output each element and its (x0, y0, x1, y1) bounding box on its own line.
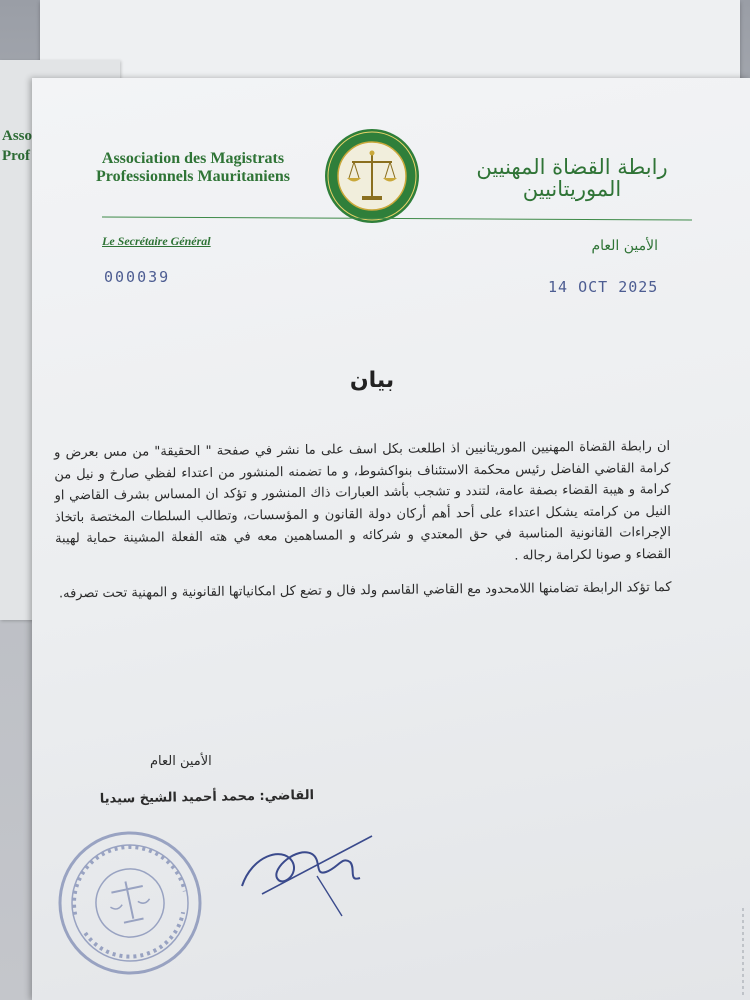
org-name-arabic-line1: رابطة القضاة المهنيين (476, 155, 668, 179)
handwritten-signature (222, 816, 392, 926)
org-name-french (88, 150, 298, 186)
back-sheet-text-line1: Asso (2, 128, 33, 144)
back-sheet-text-line2: Prof (2, 148, 31, 164)
official-seal-stamp (50, 823, 210, 983)
statement-heading: بيان (349, 368, 395, 393)
org-name-french-line1: Association des Magistrats (101, 150, 285, 167)
document-page (32, 78, 750, 1000)
org-name-arabic (462, 156, 682, 200)
reference-number-stamp: 000039 (104, 268, 171, 286)
association-logo (322, 126, 422, 226)
signatory-name: القاضي: محمد أحميد الشيخ سيديا (99, 787, 315, 807)
secretary-general-title-fr: Le Secrétaire Général (102, 234, 211, 248)
org-name-arabic-line2: الموريتانيين (522, 177, 622, 201)
page-edge-mark (740, 908, 746, 998)
statement-paragraph-2: كما تؤكد الرابطة تضامنها اللامحدود مع القاضي القاسم ولد فال و تضع كل امكانياتها القانونية و المهنية تحت تصرفه. (58, 579, 672, 602)
secretary-general-title-ar: الأمين العام (591, 238, 658, 254)
org-name-french-line2: Professionnels Mauritaniens (96, 168, 290, 185)
date-stamp: 14 OCT 2025 (548, 278, 659, 296)
statement-body (54, 436, 672, 617)
signatory-title: الأمين العام (150, 754, 212, 769)
statement-paragraph-1: ان رابطة القضاة المهنيين الموريتانيين اذ اطلعت بكل اسف على ما نشر في صفحة " الحقيقة" من مس بعرض و كرامة القاضي الفاضل رئيس محكمة الاستئناف بنواكشوط، و ما تضمنه المنشور من اعتداء لفظي صارخ و نيل من كرامة و هيبة القضاء بصفة عامة، لتندد و تشجب بأشد العبارات ذاك المنشور و تؤكد ان المساس بشرف القاضي او النيل من كرامته يشكل اعتداء على أحد أهم أركان دولة القانون و المؤسسات، وتطالب السلطات المختصة باتخاذ الإجراءات القانونية المناسبة في حق المعتدي و شركائه و المساهمين معه في هته الفعلة المشينة حماية لهيبة القضاء و صونا لكرامة رجاله . (54, 438, 672, 564)
